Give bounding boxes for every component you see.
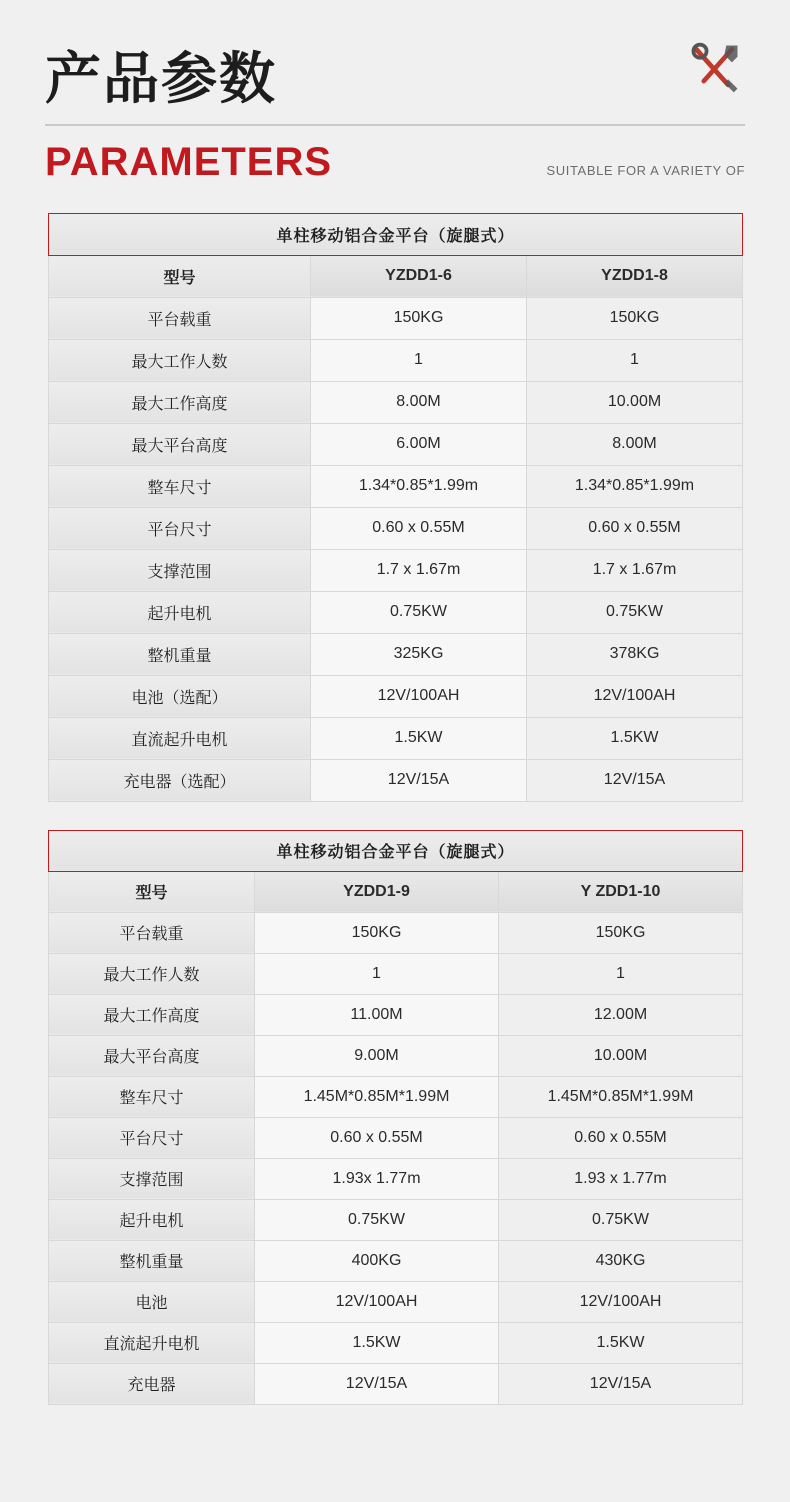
- table-header-row: [49, 255, 743, 297]
- row-label: 最大工作高度: [49, 994, 255, 1035]
- table-row: [49, 633, 743, 675]
- row-label: 充电器: [49, 1363, 255, 1404]
- row-value: 8.00M: [527, 423, 743, 465]
- row-value: 1.7 x 1.67m: [527, 549, 743, 591]
- row-value: 150KG: [255, 912, 499, 953]
- row-label: 直流起升电机: [49, 1322, 255, 1363]
- table-row: [49, 1158, 743, 1199]
- spec-table-2: [48, 830, 743, 1405]
- row-value: 1.5KW: [255, 1322, 499, 1363]
- table-title: 单柱移动铝合金平台（旋腿式）: [49, 830, 743, 871]
- row-value: 1.5KW: [311, 717, 527, 759]
- row-value: 400KG: [255, 1240, 499, 1281]
- row-label: 平台载重: [49, 297, 311, 339]
- page-header: [0, 0, 790, 185]
- row-value: 10.00M: [527, 381, 743, 423]
- row-label: 充电器（选配）: [49, 759, 311, 801]
- row-value: 150KG: [499, 912, 743, 953]
- row-value: 12V/15A: [311, 759, 527, 801]
- row-value: 10.00M: [499, 1035, 743, 1076]
- row-value: 12V/100AH: [499, 1281, 743, 1322]
- table-row: [49, 1281, 743, 1322]
- row-value: 12V/15A: [499, 1363, 743, 1404]
- table-row: [49, 339, 743, 381]
- table-row: [49, 1076, 743, 1117]
- table-title-row: [49, 830, 743, 871]
- row-label: 最大平台高度: [49, 423, 311, 465]
- row-label: 整车尺寸: [49, 1076, 255, 1117]
- row-value: 325KG: [311, 633, 527, 675]
- row-value: 1.45M*0.85M*1.99M: [255, 1076, 499, 1117]
- table-row: [49, 675, 743, 717]
- table-row: [49, 591, 743, 633]
- table-title-row: [49, 213, 743, 255]
- row-value: 0.75KW: [527, 591, 743, 633]
- row-value: 6.00M: [311, 423, 527, 465]
- row-value: 12V/15A: [255, 1363, 499, 1404]
- row-value: 1.5KW: [499, 1322, 743, 1363]
- column-header-yzdd1-9: YZDD1-9: [255, 871, 499, 912]
- row-label: 整机重量: [49, 633, 311, 675]
- column-header-model: 型号: [49, 871, 255, 912]
- row-label: 起升电机: [49, 1199, 255, 1240]
- table-row: [49, 507, 743, 549]
- table-row: [49, 953, 743, 994]
- row-value: 1.93 x 1.77m: [499, 1158, 743, 1199]
- spec-table-1: [48, 213, 743, 802]
- row-value: 8.00M: [311, 381, 527, 423]
- row-label: 直流起升电机: [49, 717, 311, 759]
- row-value: 0.75KW: [499, 1199, 743, 1240]
- row-value: 12V/100AH: [311, 675, 527, 717]
- row-value: 0.75KW: [255, 1199, 499, 1240]
- table-row: [49, 423, 743, 465]
- row-label: 平台载重: [49, 912, 255, 953]
- row-label: 支撑范围: [49, 549, 311, 591]
- table-row: [49, 297, 743, 339]
- row-value: 1: [311, 339, 527, 381]
- row-value: 0.60 x 0.55M: [311, 507, 527, 549]
- table-title: 单柱移动铝合金平台（旋腿式）: [49, 213, 743, 255]
- column-header-yzdd1-8: YZDD1-8: [527, 255, 743, 297]
- page-subtitle-en: PARAMETERS: [45, 139, 333, 184]
- row-value: 1: [255, 953, 499, 994]
- table-row: [49, 465, 743, 507]
- row-label: 平台尺寸: [49, 507, 311, 549]
- table-row: [49, 912, 743, 953]
- table-row: [49, 1322, 743, 1363]
- row-label: 平台尺寸: [49, 1117, 255, 1158]
- row-value: 11.00M: [255, 994, 499, 1035]
- row-label: 最大工作高度: [49, 381, 311, 423]
- row-value: 150KG: [311, 297, 527, 339]
- table-row: [49, 549, 743, 591]
- row-value: 12V/100AH: [527, 675, 743, 717]
- row-value: 1.34*0.85*1.99m: [527, 465, 743, 507]
- table-row: [49, 1117, 743, 1158]
- row-label: 整机重量: [49, 1240, 255, 1281]
- table-row: [49, 1199, 743, 1240]
- row-value: 12V/15A: [527, 759, 743, 801]
- row-value: 1.7 x 1.67m: [311, 549, 527, 591]
- row-value: 1.45M*0.85M*1.99M: [499, 1076, 743, 1117]
- row-label: 电池（选配）: [49, 675, 311, 717]
- row-value: 378KG: [527, 633, 743, 675]
- table-row: [49, 381, 743, 423]
- table-row: [49, 1363, 743, 1404]
- row-label: 起升电机: [49, 591, 311, 633]
- suitable-note: SUITABLE FOR A VARIETY OF: [546, 162, 745, 178]
- row-label: 电池: [49, 1281, 255, 1322]
- table-row: [49, 994, 743, 1035]
- table-row: [49, 759, 743, 801]
- column-header-model: 型号: [49, 255, 311, 297]
- column-header-yzdd1-10: Y ZDD1-10: [499, 871, 743, 912]
- row-value: 9.00M: [255, 1035, 499, 1076]
- table-row: [49, 1240, 743, 1281]
- row-value: 0.60 x 0.55M: [527, 507, 743, 549]
- row-value: 0.75KW: [311, 591, 527, 633]
- table-row: [49, 1035, 743, 1076]
- page-title: 产品参数: [45, 47, 277, 110]
- tools-icon: [685, 38, 745, 98]
- row-label: 最大工作人数: [49, 953, 255, 994]
- subtitle-row: [45, 140, 745, 185]
- row-value: 0.60 x 0.55M: [499, 1117, 743, 1158]
- row-value: 150KG: [527, 297, 743, 339]
- row-value: 430KG: [499, 1240, 743, 1281]
- table-row: [49, 717, 743, 759]
- row-value: 12V/100AH: [255, 1281, 499, 1322]
- row-value: 0.60 x 0.55M: [255, 1117, 499, 1158]
- row-value: 12.00M: [499, 994, 743, 1035]
- row-value: 1.5KW: [527, 717, 743, 759]
- table-header-row: [49, 871, 743, 912]
- column-header-yzdd1-6: YZDD1-6: [311, 255, 527, 297]
- row-value: 1: [499, 953, 743, 994]
- title-divider: [45, 124, 745, 126]
- row-value: 1: [527, 339, 743, 381]
- row-label: 整车尺寸: [49, 465, 311, 507]
- row-label: 最大平台高度: [49, 1035, 255, 1076]
- row-label: 最大工作人数: [49, 339, 311, 381]
- row-value: 1.93x 1.77m: [255, 1158, 499, 1199]
- row-value: 1.34*0.85*1.99m: [311, 465, 527, 507]
- tables-container: [0, 213, 790, 1405]
- row-label: 支撑范围: [49, 1158, 255, 1199]
